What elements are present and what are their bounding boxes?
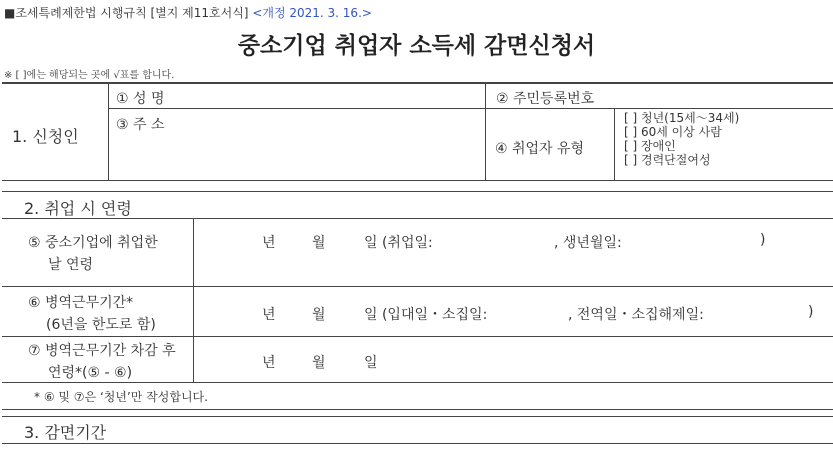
row5-label-line1: ⑤ 중소기업에 취업한 xyxy=(28,235,158,251)
form-reference xyxy=(4,4,372,21)
section3-top-border xyxy=(2,416,833,417)
row7-label-line2: 연령*(⑤ - ⑥) xyxy=(48,365,133,381)
divider-name-row xyxy=(108,108,833,109)
address-label: ③ 주 소 xyxy=(116,117,165,133)
divider-row5 xyxy=(2,286,833,287)
section3-heading: 3. 감면기간 xyxy=(24,423,107,442)
row7-month: 월 xyxy=(312,355,326,371)
row6-discharge-label: , 전역일・소집해제일: xyxy=(568,307,704,323)
vdivider-s1-type xyxy=(614,109,615,180)
form-title: 중소기업 취업자 소득세 감면신청서 xyxy=(237,33,596,59)
row5-month: 월 xyxy=(312,235,326,251)
section2-heading-border xyxy=(2,218,833,219)
applicant-heading: 1. 신청인 xyxy=(12,127,79,146)
vdivider-s1-mid xyxy=(485,84,486,180)
row7-year: 년 xyxy=(262,355,276,371)
name-label: ① 성 명 xyxy=(116,91,165,107)
section1-bottom-border xyxy=(2,180,833,181)
youth-footnote: * ⑥ 및 ⑦은 ‘청년’만 작성합니다. xyxy=(34,390,208,404)
row5-day: 일 (취업일: xyxy=(364,235,433,251)
row6-label-line2: (6년을 한도로 함) xyxy=(46,317,156,333)
section3-heading-border xyxy=(2,443,833,444)
regulation-prefix: ■조세특례제한법 시행규칙 [별지 제11호서식] xyxy=(4,6,249,20)
row5-label-line2: 날 연령 xyxy=(48,257,94,273)
divider-row6 xyxy=(2,336,833,337)
section2-heading: 2. 취업 시 연령 xyxy=(24,199,132,218)
rrn-label: ② 주민등록번호 xyxy=(496,91,595,107)
row6-label-line1: ⑥ 병역근무기간* xyxy=(28,295,134,311)
vdivider-s2 xyxy=(193,219,194,382)
name-field[interactable] xyxy=(190,86,480,106)
row6-close: ) xyxy=(808,304,814,320)
section2-top-border xyxy=(2,191,833,192)
address-field[interactable] xyxy=(180,112,480,176)
row5-birth-label: , 생년월일: xyxy=(554,235,622,251)
worker-type-youth[interactable]: [ ] 청년(15세～34세) xyxy=(624,111,740,125)
amendment-note: <개정 2021. 3. 16.> xyxy=(252,6,372,20)
top-border xyxy=(2,82,833,84)
row6-day: 일 (입대일・소집일: xyxy=(364,307,488,323)
row6-year: 년 xyxy=(262,307,276,323)
vdivider-s1-label xyxy=(108,84,109,180)
rrn-field[interactable] xyxy=(630,86,830,106)
row6-month: 월 xyxy=(312,307,326,323)
row7-day: 일 xyxy=(364,355,378,371)
worker-type-label: ④ 취업자 유형 xyxy=(495,141,585,157)
divider-row7 xyxy=(2,382,833,383)
section2-bottom-border xyxy=(2,409,833,410)
worker-type-disabled[interactable]: [ ] 장애인 xyxy=(624,139,676,153)
worker-type-senior[interactable]: [ ] 60세 이상 사람 xyxy=(624,125,722,139)
checkbox-instruction: ※ [ ]에는 해당되는 곳에 √표를 합니다. xyxy=(4,70,175,81)
worker-type-career-break-women[interactable]: [ ] 경력단절여성 xyxy=(624,153,711,167)
row5-year: 년 xyxy=(262,235,276,251)
row7-label-line1: ⑦ 병역근무기간 차감 후 xyxy=(28,343,176,359)
row5-close: ) xyxy=(760,232,766,248)
